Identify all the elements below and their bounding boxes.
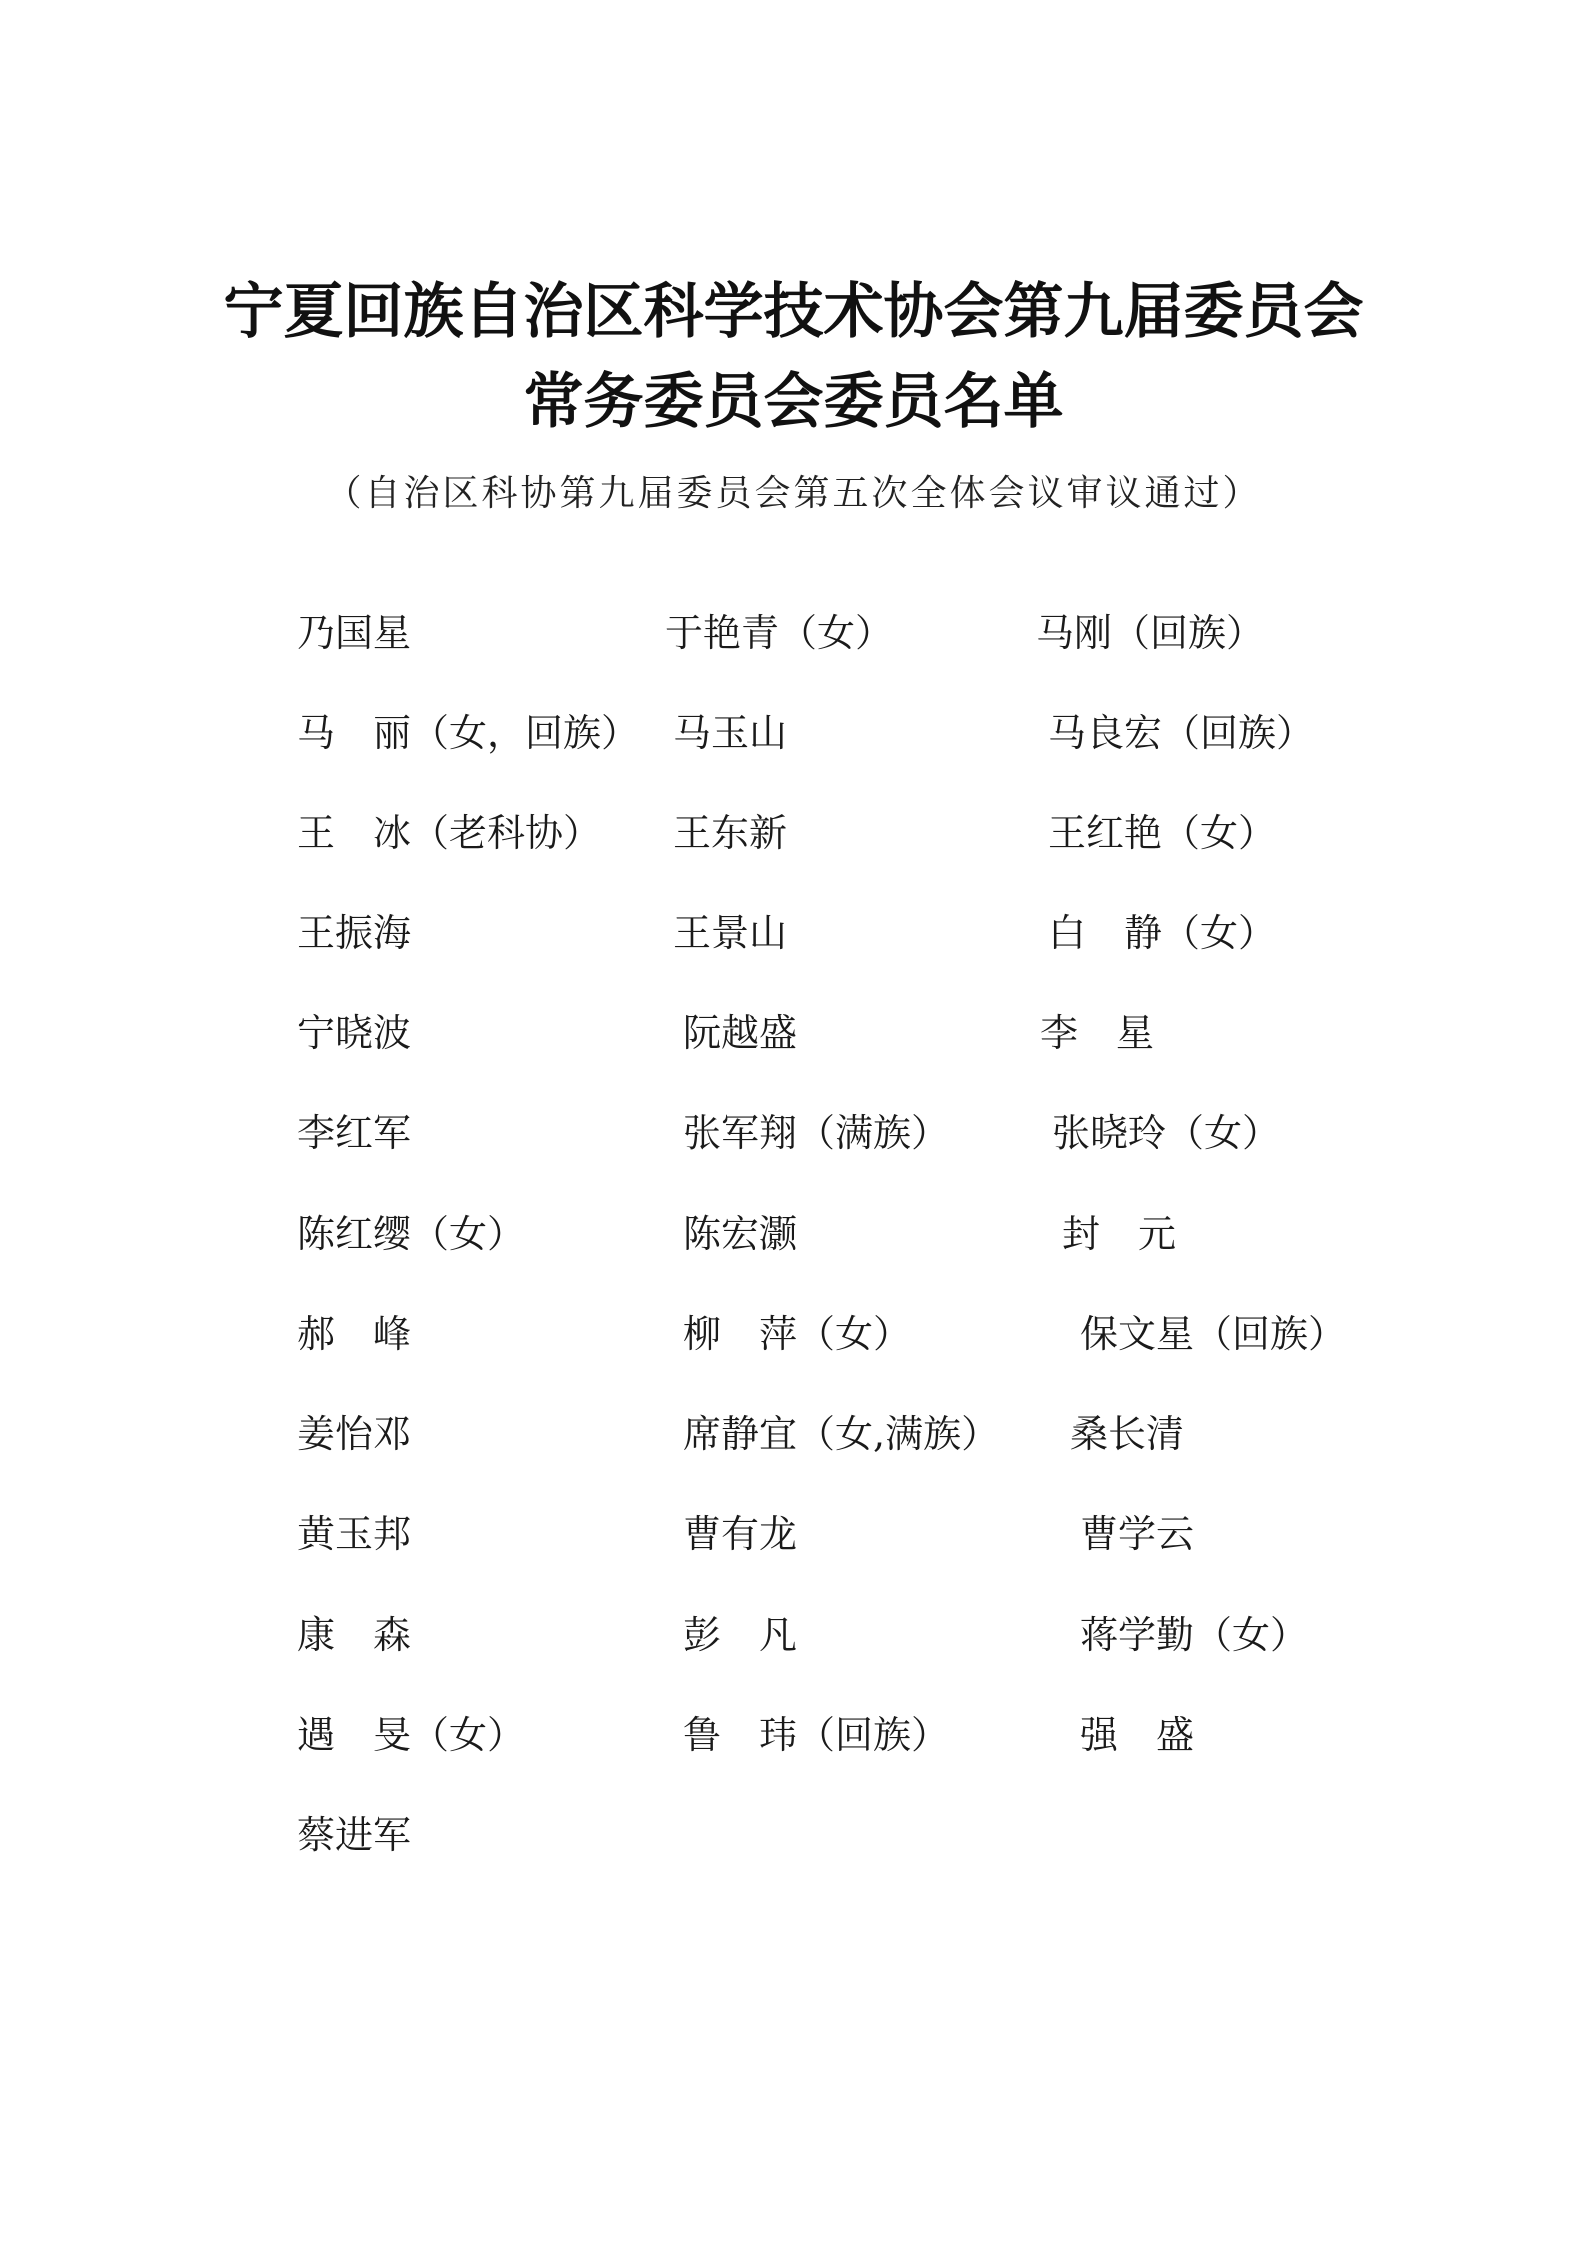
member-name: 王振海 — [297, 911, 412, 955]
member-name: 康 森 — [297, 1613, 412, 1657]
member-name: 保文星（回族） — [1080, 1312, 1347, 1356]
member-name: 马 丽（女，回族） — [297, 711, 640, 755]
member-name: 蒋学勤（女） — [1080, 1613, 1309, 1657]
member-name: 柳 萍（女） — [683, 1312, 912, 1356]
member-name: 白 静（女） — [1048, 911, 1277, 955]
member-name: 马玉山 — [673, 711, 788, 755]
member-name: 王 冰（老科协） — [297, 811, 602, 855]
member-name: 封 元 — [1062, 1212, 1177, 1256]
member-name: 桑长清 — [1070, 1412, 1185, 1456]
member-name: 张晓玲（女） — [1052, 1111, 1281, 1155]
member-name: 姜怡邓 — [297, 1412, 412, 1456]
member-name: 彭 凡 — [683, 1613, 798, 1657]
member-name: 张军翔（满族） — [683, 1111, 950, 1155]
member-name: 曹学云 — [1080, 1512, 1195, 1556]
member-name: 阮越盛 — [683, 1011, 798, 1055]
member-name: 王景山 — [673, 911, 788, 955]
member-name: 陈红缨（女） — [297, 1212, 526, 1256]
member-name: 郝 峰 — [297, 1312, 412, 1356]
document-title-line-2: 常务委员会委员名单 — [523, 367, 1064, 437]
member-name: 遇 旻（女） — [297, 1713, 526, 1757]
member-name: 黄玉邦 — [297, 1512, 412, 1556]
member-name: 强 盛 — [1080, 1713, 1195, 1757]
document-title-line-1: 宁夏回族自治区科学技术协会第九届委员会 — [223, 277, 1364, 347]
document-subtitle: （自治区科协第九届委员会第五次全体会议审议通过） — [325, 473, 1262, 514]
member-name: 宁晓波 — [297, 1011, 412, 1055]
member-name: 李 星 — [1040, 1011, 1155, 1055]
member-name: 陈宏灏 — [683, 1212, 798, 1256]
member-name: 乃国星 — [297, 611, 412, 655]
member-name: 马刚（回族） — [1036, 611, 1265, 655]
member-name: 鲁 玮（回族） — [683, 1713, 950, 1757]
member-name: 蔡进军 — [297, 1813, 412, 1857]
member-name: 席静宜（女,满族） — [683, 1412, 1000, 1456]
member-name: 王东新 — [673, 811, 788, 855]
member-name: 王红艳（女） — [1048, 811, 1277, 855]
member-name: 李红军 — [297, 1111, 412, 1155]
member-name: 于艳青（女） — [665, 611, 894, 655]
member-name: 曹有龙 — [683, 1512, 798, 1556]
member-name: 马良宏（回族） — [1048, 711, 1315, 755]
